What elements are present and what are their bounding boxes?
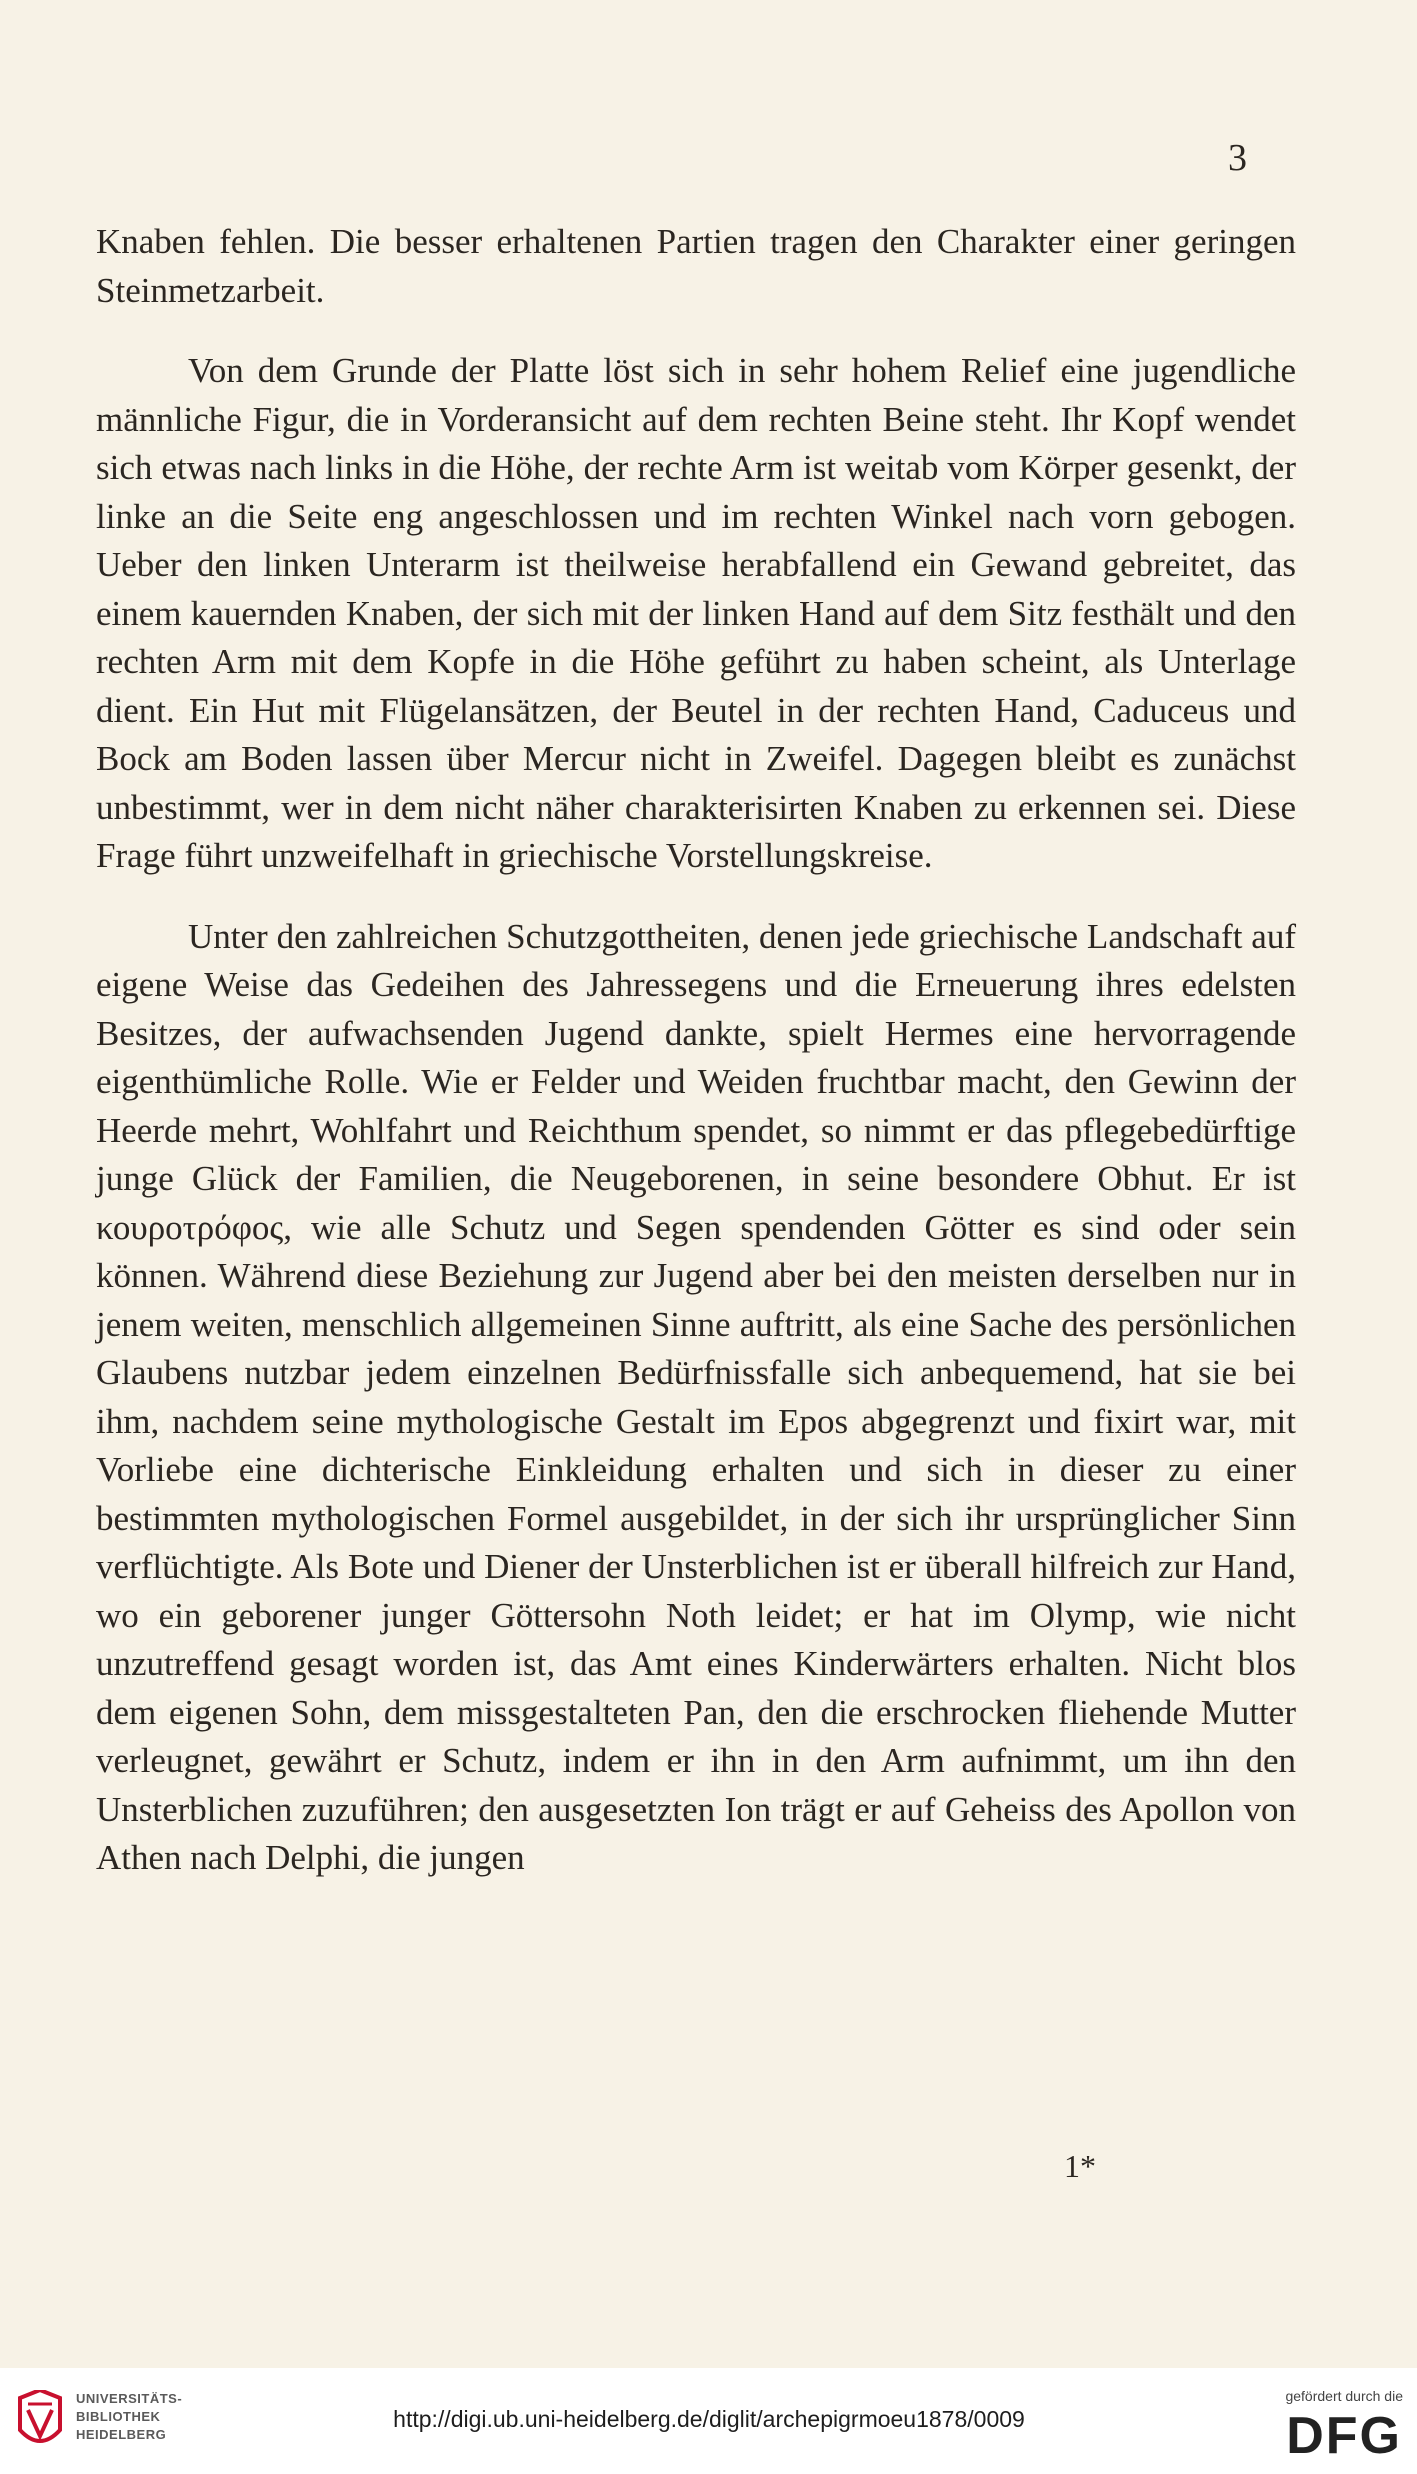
paragraph-1: Knaben fehlen. Die besser erhaltenen Partien tragen den Charakter einer geringen Steinmetzarbeit.: [96, 222, 1296, 310]
page-number: 3: [1228, 137, 1248, 179]
library-name-line-3: HEIDELBERG: [76, 2427, 167, 2442]
paragraph-2: Von dem Grunde der Platte löst sich in sehr hohem Relief eine jugendliche männliche Figur, die in Vorderansicht auf dem rechten Beine steht. Ihr Kopf wendet sich etwas nach links in die Höhe, der rechte Arm ist weitab vom Körper gesenkt, der linke an die Seite eng angeschlossen und im rechten Winkel nach vorn gebogen. Ueber den linken Unterarm ist theilweise herabfallend ein Gewand gebreitet, das einem kauernden Knaben, der sich mit der linken Hand auf dem Sitz festhält und den rechten Arm mit dem Kopfe in die Höhe geführt zu haben scheint, als Unterlage dient. Ein Hut mit Flügelansätzen, der Beutel in der rechten Hand, Caduceus und Bock am Boden lassen über Mercur nicht in Zweifel. Dagegen bleibt es zunächst unbestimmt, wer in dem nicht näher charakterisirten Knaben zu erkennen sei. Diese Frage führt unzweifelhaft in griechische Vorstellungskreise.: [96, 351, 1296, 875]
funded-by-note: gefördert durch die: [1285, 2388, 1403, 2404]
source-url-link[interactable]: http://digi.ub.uni-heidelberg.de/diglit/archepigrmoeu1878/0009: [393, 2406, 1025, 2432]
signature-mark: 1*: [1064, 2148, 1096, 2184]
university-library-logo-icon: [14, 2390, 66, 2454]
text-block: [96, 218, 1296, 1915]
library-name-line-2: BIBLIOTHEK: [76, 2409, 161, 2424]
footer-bar: [0, 2368, 1417, 2474]
paragraph-3: Unter den zahlreichen Schutzgottheiten, denen jede griechische Landschaft auf eigene Weise das Gedeihen des Jahressegens und die Erneuerung ihres edelsten Besitzes, der aufwachsenden Jugend dankte, spielt Hermes eine hervorragende eigenthümliche Rolle. Wie er Felder und Weiden fruchtbar macht, den Gewinn der Heerde mehrt, Wohlfahrt und Reichthum spendet, so nimmt er das pflegebedürftige junge Glück der Familien, die Neugeborenen, in seine besondere Obhut. Er ist κουροτρόφος, wie alle Schutz und Segen spendenden Götter es sind oder sein können. Während diese Beziehung zur Jugend aber bei den meisten derselben nur in jenem weiten, menschlich allgemeinen Sinne auftritt, als eine Sache des persönlichen Glaubens nutzbar jedem einzelnen Bedürfnissfalle sich anbequemend, hat sie bei ihm, nachdem seine mythologische Gestalt im Epos abgegrenzt und fixirt war, mit Vorliebe eine dichterische Einkleidung erhalten und sich in dieser zu einer bestimmten mythologischen Formel ausgebildet, in der sich ihr ursprünglicher Sinn verflüchtigte. Als Bote und Diener der Unsterblichen ist er überall hilfreich zur Hand, wo ein geborener junger Göttersohn Noth leidet; er hat im Olymp, wie nicht unzutreffend gesagt worden ist, das Amt eines Kinderwärters erhalten. Nicht blos dem eigenen Sohn, dem missgestalteten Pan, den die erschrocken fliehende Mutter verleugnet, gewährt er Schutz, indem er ihn in den Arm aufnimmt, um ihn den Unsterblichen zuzuführen; den ausgesetzten Ion trägt er auf Geheiss des Apollon von Athen nach Delphi, die jungen: [96, 916, 1296, 1877]
dfg-logo: DFG: [1286, 2407, 1402, 2465]
library-name-line-1: UNIVERSITÄTS-: [76, 2391, 183, 2406]
library-name: [76, 2390, 182, 2444]
